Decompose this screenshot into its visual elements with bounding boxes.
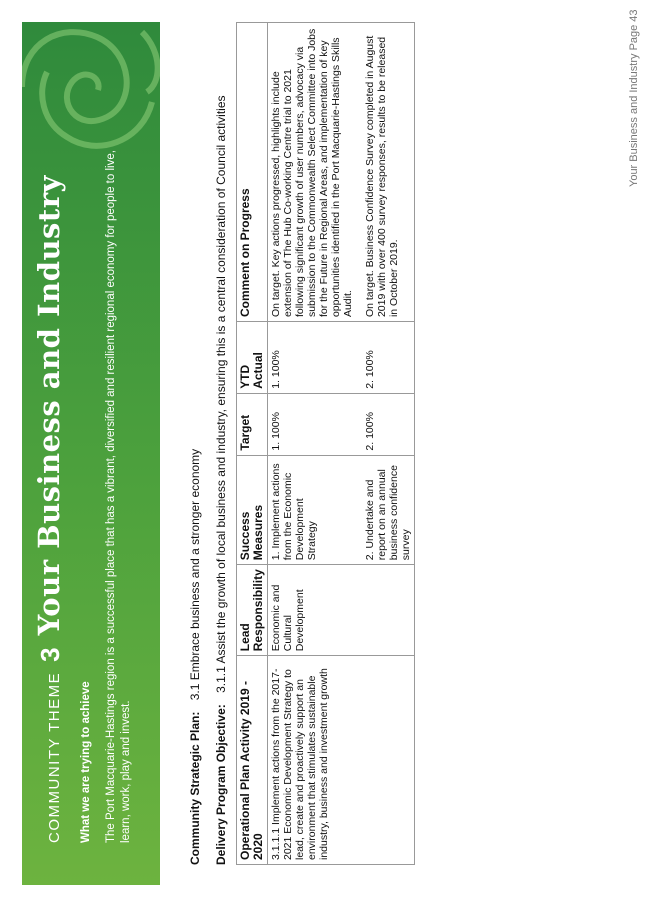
- csp-label: Community Strategic Plan:: [188, 711, 202, 865]
- dpo-value: 3.1.1 Assist the growth of local business and industry, ensuring this is a central consideration of Council activities: [214, 95, 228, 693]
- activity-cell: 3.1.1.1 Implement actions from the 2017-2021 Economic Development Strategy to lead, create and proactively support an environment that stimulates sustainable industry, business and investment growth: [268, 656, 415, 865]
- header-measures: Success Measures: [237, 455, 268, 565]
- target-cell: 1. 100%: [268, 393, 363, 455]
- csp-value: 3.1 Embrace business and a stronger economy: [188, 448, 202, 701]
- header-target: Target: [237, 393, 268, 455]
- activities-table: [236, 22, 415, 865]
- trying-heading: What we are trying to achieve: [80, 681, 92, 843]
- lead-cell: Economic and Cultural Development: [268, 565, 415, 656]
- target-cell: 2. 100%: [362, 393, 415, 455]
- theme-banner: [22, 22, 160, 885]
- swirl-decoration-icon: [22, 22, 160, 162]
- measure-cell: 2. Undertake and report on an annual business confidence survey: [362, 455, 415, 565]
- page-footer: Your Business and Industry Page 43: [628, 9, 640, 187]
- theme-title: Your Business and Industry: [32, 175, 66, 636]
- table-header-row: [237, 23, 268, 865]
- delivery-program-objective: [214, 96, 228, 866]
- header-comment: Comment on Progress: [237, 23, 268, 322]
- theme-heading: [32, 175, 66, 843]
- theme-number: 3: [35, 647, 65, 662]
- header-lead: Lead Responsibility: [237, 565, 268, 656]
- measure-cell: 1. Implement actions from the Economic Development Strategy: [268, 455, 363, 565]
- header-activity: Operational Plan Activity 2019 - 2020: [237, 656, 268, 865]
- community-strategic-plan: [188, 449, 202, 865]
- ytd-cell: 1. 100%: [268, 322, 363, 394]
- dpo-label: Delivery Program Objective:: [214, 704, 228, 865]
- theme-label: COMMUNITY THEME: [46, 671, 63, 843]
- trying-text: The Port Macquarie-Hastings region is a successful place that has a vibrant, diversified and resilient regional economy for people to live, learn, work, play and invest.: [105, 150, 132, 843]
- table-row: [268, 23, 363, 865]
- header-ytd: YTD Actual: [237, 322, 268, 394]
- comment-cell: On target. Key actions progressed, highlights include extension of The Hub Co-working Centre trial to 2021 following significant growth of user numbers, advocacy via submission to the Commonwealth Select Committee into Jobs for the Future in Regional Areas, and implementation of key opportunities identified in the Port Macquarie-Hastings Skills Audit.: [268, 23, 363, 322]
- comment-cell: On target. Business Confidence Survey completed in August 2019 with over 400 survey responses, results to be released in October 2019.: [362, 23, 415, 322]
- ytd-cell: 2. 100%: [362, 322, 415, 394]
